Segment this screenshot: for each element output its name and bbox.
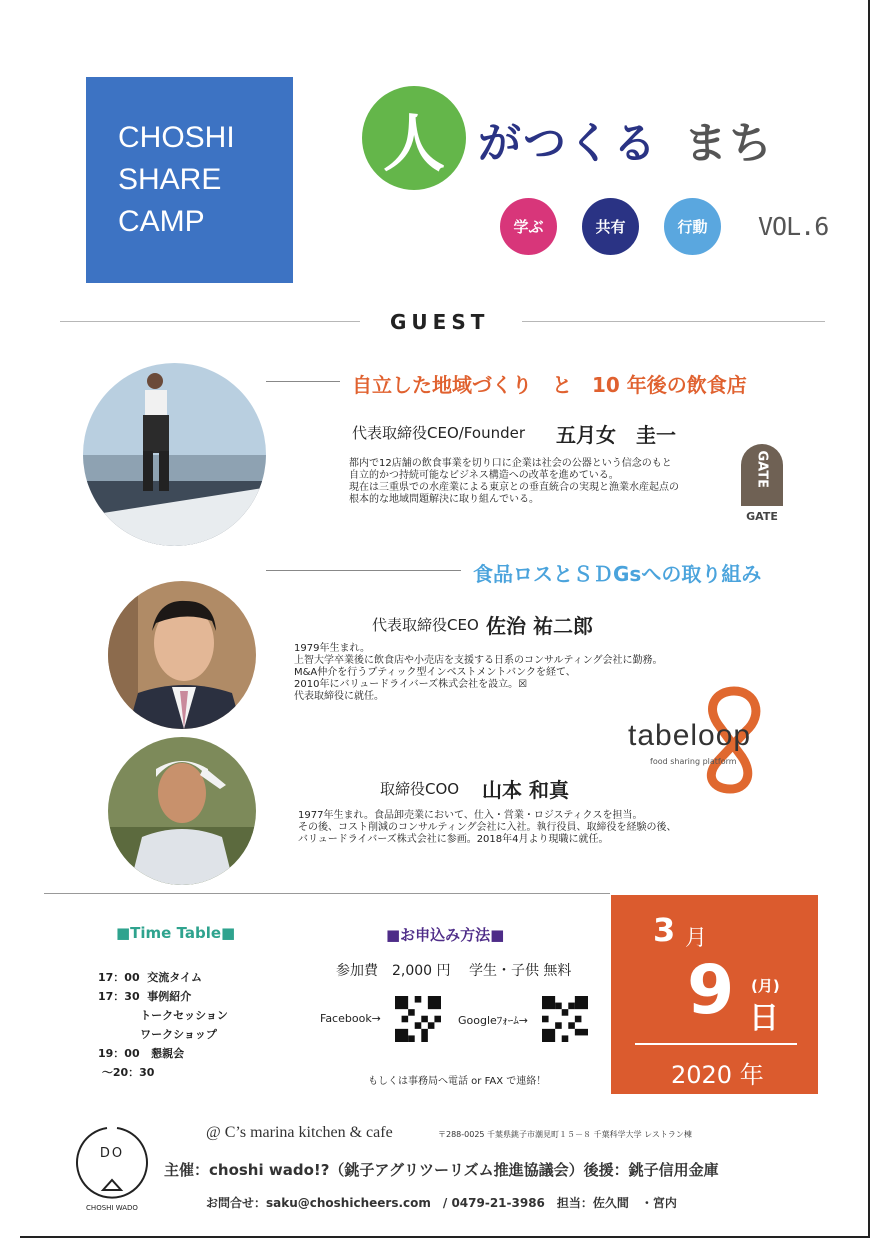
saji-role: 代表取締役CEO (372, 616, 479, 634)
page-border-right (868, 0, 870, 1238)
choshi-wado-ring-icon (73, 1124, 151, 1202)
headline-part-a: がつくる (478, 119, 658, 169)
organizer: 主催：choshi wado!?（銚子アグリツーリズム推進協議会）後援：銚子信用金庫 (164, 1161, 719, 1179)
headline-part-b: まち (684, 119, 774, 169)
google-form-link-label[interactable]: Googleﾌｫｰﾑ→ (458, 1014, 529, 1027)
contact-info: お問合せ：saku@choshicheers.com / 0479-21-3986 担当：佐久間 ・宮内 (206, 1196, 677, 1210)
talk2-title: 食品ロスとＳＤGsへの取り組み (473, 562, 762, 586)
pill-share: 共有 (582, 198, 639, 255)
facebook-link-label[interactable]: Facebook→ (320, 1012, 381, 1025)
apply-note: もしくは事務局へ電話 or FAX で連絡！ (368, 1076, 547, 1087)
saji-bio: 1979年生まれ。 上智大学卒業後に飲食店や小売店を支援する日系のコンサルティング会社に勤務。 M&A仲介を行うブティック型インベストメントバンクを経て、 2010年にバリュードライバーズ株式会社を設立。☒ 代表取締役に就任。 (294, 643, 663, 702)
date-rule (635, 1043, 797, 1045)
venue: @ C’s marina kitchen & cafe (206, 1124, 393, 1141)
date-weekday: (月) (751, 977, 780, 995)
headline-circle: 人 (362, 86, 466, 190)
guest-photo-saotome (83, 363, 266, 546)
guest-photo-saji (108, 581, 256, 729)
venue-address: 〒288-0025 千葉県銚子市潮見町１５－８ 千葉科学大学 レストラン棟 (438, 1130, 692, 1139)
facebook-qr-code[interactable] (395, 996, 441, 1042)
talk2-rule (266, 570, 461, 571)
logo-name-text: CHOSHI WADO (86, 1204, 138, 1212)
date-month-unit: 月 (685, 926, 708, 951)
talk1-name: 五月女 圭一 (556, 423, 676, 447)
pill-action: 行動 (664, 198, 721, 255)
date-day-unit: 日 (749, 1001, 779, 1036)
date-year: 2020 年 (671, 1061, 764, 1089)
talk1-bio: 都内で12店舗の飲食事業を切り口に企業は社会の公器という信念のもと 自立的かつ持続可能なビジネス構造への改革を進めている。 現在は三重県での水産業による東京との垂直統合の実現と漁業水産起点の 根本的な地域問題解決に取り組んでいる。 (349, 458, 679, 505)
gate-logo-text: GATE (746, 510, 778, 523)
event-date-box (611, 895, 818, 1094)
page-border-bottom (20, 1236, 870, 1238)
gate-logo (741, 444, 783, 526)
divider-right (522, 321, 825, 322)
apply-fee: 参加費 2,000 円 学生・子供 無料 (336, 963, 572, 979)
guest-photo-yamamoto (108, 737, 256, 885)
guest-heading: GUEST (390, 310, 490, 334)
google-form-qr-code[interactable] (542, 996, 588, 1042)
apply-title: ■お申込み方法■ (386, 926, 505, 944)
saji-name: 佐治 祐二郎 (486, 614, 593, 638)
date-day: 9 (687, 951, 735, 1030)
logo-do-text: DO (99, 1146, 125, 1161)
yamamoto-name: 山本 和真 (482, 778, 569, 802)
talk1-rule (266, 381, 340, 382)
tabeloop-logo (626, 685, 796, 795)
talk1-title: 自立した地域づくり と 10 年後の飲食店 (352, 373, 747, 397)
tabeloop-tagline: food sharing platform (650, 757, 737, 766)
tabeloop-wordmark: tabeloop (628, 719, 752, 752)
gate-logo-vertical: GATE (754, 450, 770, 488)
talk1-role: 代表取締役CEO/Founder (352, 424, 526, 442)
brand-box (86, 77, 293, 283)
info-divider (44, 893, 610, 894)
volume-label: VOL.6 (758, 212, 829, 241)
yamamoto-bio: 1977年生まれ。食品卸売業において、仕入・営業・ロジスティクスを担当。 その後、コスト削減のコンサルティング会社に入社。執行役員、取締役を経験の後、 バリュードライバーズ株式会社に参画。2018年4月より現職に就任。 (298, 810, 677, 845)
timetable-rows: 17：00 交流タイム 17：30 事例紹介 トークセッション ワークショップ 19：00 懇親会 ～20：30 (98, 971, 228, 1079)
timetable-title: ■Time Table■ (116, 924, 236, 942)
pill-learn: 学ぶ (500, 198, 557, 255)
brand-line-3: CAMP (118, 205, 205, 238)
yamamoto-role: 取締役COO (380, 780, 460, 798)
divider-left (60, 321, 360, 322)
choshi-wado-logo (73, 1124, 151, 1214)
brand-line-2: SHARE (118, 163, 222, 196)
date-month: 3 (653, 911, 676, 949)
brand-line-1: CHOSHI (118, 121, 235, 154)
